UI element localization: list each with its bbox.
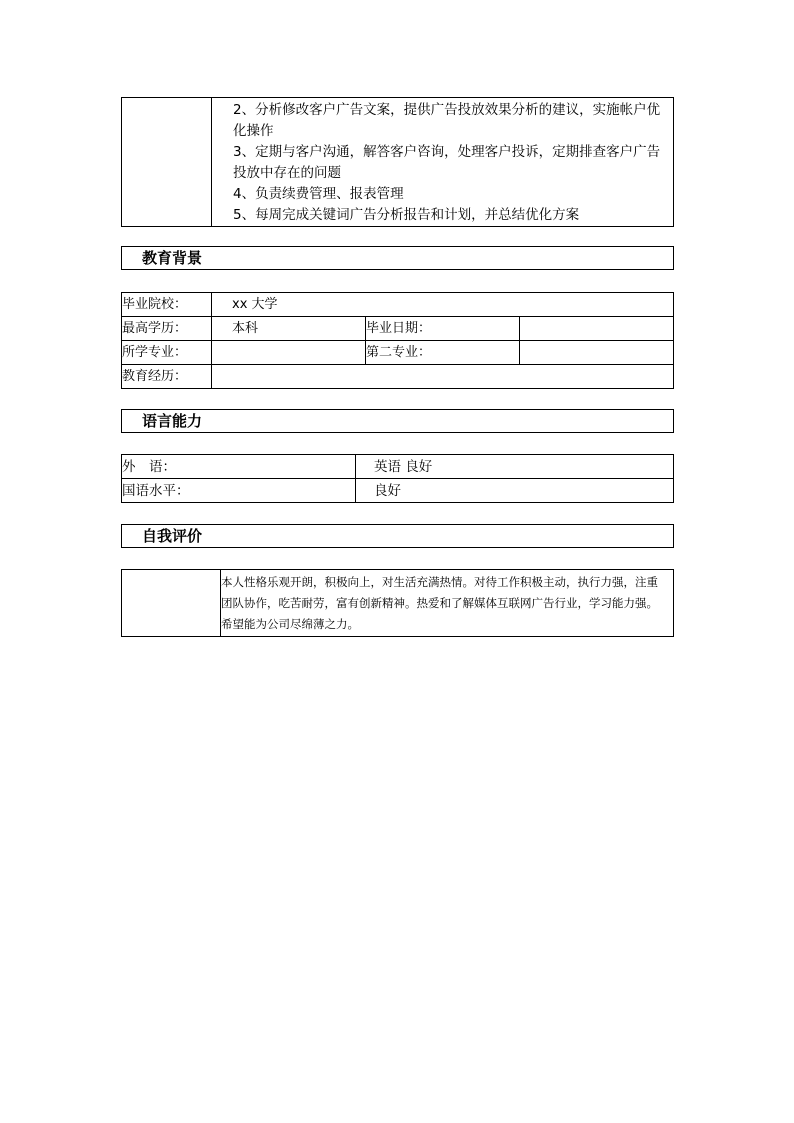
experience-label: 教育经历： bbox=[122, 365, 212, 389]
grad-date-label: 毕业日期： bbox=[366, 317, 520, 341]
school-label: 毕业院校： bbox=[122, 293, 212, 317]
mandarin-label: 国语水平： bbox=[122, 479, 356, 503]
experience-value bbox=[212, 365, 674, 389]
table-row bbox=[122, 479, 674, 503]
duty-line: 化操作 bbox=[233, 123, 274, 139]
second-major-label: 第二专业： bbox=[366, 341, 520, 365]
duty-line: 投放中存在的问题 bbox=[233, 165, 341, 181]
grad-date-value bbox=[520, 317, 674, 341]
self-evaluation-table bbox=[121, 569, 674, 637]
table-row bbox=[122, 365, 674, 389]
education-section-header: 教育背景 bbox=[121, 246, 674, 270]
duties-text-cell bbox=[212, 98, 674, 227]
table-row bbox=[122, 317, 674, 341]
self-eval-text-cell bbox=[221, 570, 674, 637]
degree-value: 本科 bbox=[212, 317, 366, 341]
school-value: xx 大学 bbox=[212, 293, 674, 317]
degree-label: 最高学历： bbox=[122, 317, 212, 341]
duty-line: 4、负责续费管理、报表管理 bbox=[233, 186, 404, 202]
foreign-language-value: 英语 良好 bbox=[356, 455, 674, 479]
duties-label-cell bbox=[122, 98, 212, 227]
duty-line: 5、每周完成关键词广告分析报告和计划，并总结优化方案 bbox=[233, 207, 580, 223]
foreign-language-label: 外 语： bbox=[122, 455, 356, 479]
major-label: 所学专业： bbox=[122, 341, 212, 365]
second-major-value bbox=[520, 341, 674, 365]
self-eval-line: 希望能为公司尽绵薄之力。 bbox=[221, 617, 359, 631]
table-row bbox=[122, 293, 674, 317]
language-section-header: 语言能力 bbox=[121, 409, 674, 433]
duty-line: 2、分析修改客户广告文案，提供广告投放效果分析的建议，实施帐户优 bbox=[233, 102, 661, 118]
major-value bbox=[212, 341, 366, 365]
education-table bbox=[121, 292, 674, 389]
self-eval-label-cell bbox=[122, 570, 221, 637]
self-eval-line: 本人性格乐观开朗，积极向上，对生活充满热情。对待工作积极主动，执行力强，注重 bbox=[221, 575, 658, 589]
duty-line: 3、定期与客户沟通，解答客户咨询，处理客户投诉，定期排查客户广告 bbox=[233, 144, 661, 160]
self-eval-line: 团队协作，吃苦耐劳，富有创新精神。热爱和了解媒体互联网广告行业，学习能力强。 bbox=[221, 596, 658, 610]
table-row bbox=[122, 455, 674, 479]
mandarin-value: 良好 bbox=[356, 479, 674, 503]
work-duties-table bbox=[121, 97, 674, 227]
language-table bbox=[121, 454, 674, 503]
self-evaluation-section-header: 自我评价 bbox=[121, 524, 674, 548]
table-row bbox=[122, 341, 674, 365]
